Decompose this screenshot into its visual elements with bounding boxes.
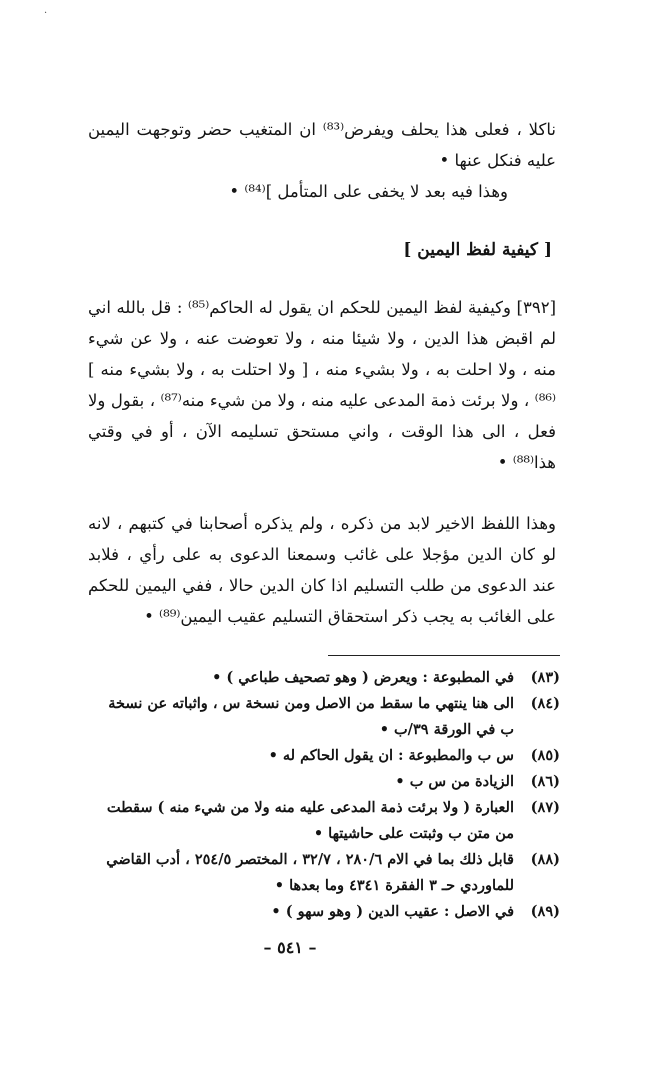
footnote-item [98, 769, 560, 795]
footnote-text: الى هنا ينتهي ما سقط من الاصل ومن نسخة س ، واثباته عن نسخة ب في الورقة ٣٩/ب • [108, 695, 514, 738]
footnote-item [98, 743, 560, 769]
paragraph-1: ناكلا ، فعلى هذا يحلف ويفرض⁽⁸³⁾ ان المتغيب حضر وتوجهت اليمين عليه فنكل عنها • [88, 120, 556, 170]
footnote-text: في المطبوعة : ويعرض ( وهو تصحيف طباعي ) • [212, 669, 514, 686]
footnote-item [98, 665, 560, 691]
footnote-item [98, 847, 560, 899]
footnote-number: (٨٧) [530, 799, 560, 816]
footnote-text: العبارة ( ولا برئت ذمة المدعى عليه منه ولا من شيء منه ) سقطت من متن ب وثبتت على حاشيتها • [106, 799, 514, 842]
paragraph-4: وهذا اللفظ الاخير لابد من ذكره ، ولم يذكره أصحابنا في كتبهم ، لانه لو كان الدين مؤجلا على غائب وسمعنا الدعوى به على رأي ، فلابد عند الدعوى من طلب التسليم اذا كان الدين حالا ، ففي اليمين للحكم على الغائب به يجب ذكر استحقاق التسليم عقيب اليمين⁽⁸⁹⁾ • [88, 514, 556, 626]
footnote-number: (٨٩) [530, 903, 560, 920]
footnote-item [98, 795, 560, 847]
footnote-number: (٨٨) [530, 851, 560, 868]
footnote-text: الزيادة من س ب • [395, 773, 514, 790]
footnote-number: (٨٤) [530, 695, 560, 712]
footnote-item [98, 899, 560, 925]
footnote-item [98, 691, 560, 743]
footnote-separator [328, 655, 560, 656]
section-heading: [ كيفية لفظ اليمين ] [403, 240, 552, 260]
footnotes-list [98, 665, 560, 925]
footnote-text: قابل ذلك بما في الام ٢٨٠/٦ ، ٣٢/٧ ، المختصر ٢٥٤/٥ ، أدب القاضي للماوردي حـ ٣ الفقرة ٤٣٤١ وما بعدها • [106, 851, 514, 894]
top-mark: · [44, 8, 48, 19]
paragraph-2: وهذا فيه بعد لا يخفى على المتأمل ]⁽⁸⁴⁾ • [229, 182, 508, 201]
footnote-number: (٨٣) [530, 669, 560, 686]
footnote-number: (٨٥) [530, 747, 560, 764]
footnote-text: في الاصل : عقيب الدين ( وهو سهو ) • [271, 903, 514, 920]
footnote-text: س ب والمطبوعة : ان يقول الحاكم له • [268, 747, 514, 764]
page-number: – ٥٤١ – [263, 938, 317, 957]
footnote-number: (٨٦) [530, 773, 560, 790]
paragraph-3: [٣٩٢] وكيفية لفظ اليمين للحكم ان يقول له الحاكم⁽⁸⁵⁾ : قل بالله اني لم اقبض هذا الدين ، ولا شيئا منه ، ولا تعوضت عنه ، ولا عن شيء منه ، ولا احلت به ، ولا بشيء منه ، [ ولا احتلت به ، ولا بشيء منه ]⁽⁸⁶⁾ ، ولا برئت ذمة المدعى عليه منه ، ولا من شيء منه⁽⁸⁷⁾ ، بقول ولا فعل ، الى هذا الوقت ، واني مستحق تسليمه الآن ، أو في وقتي هذا⁽⁸⁸⁾ • [88, 298, 557, 472]
